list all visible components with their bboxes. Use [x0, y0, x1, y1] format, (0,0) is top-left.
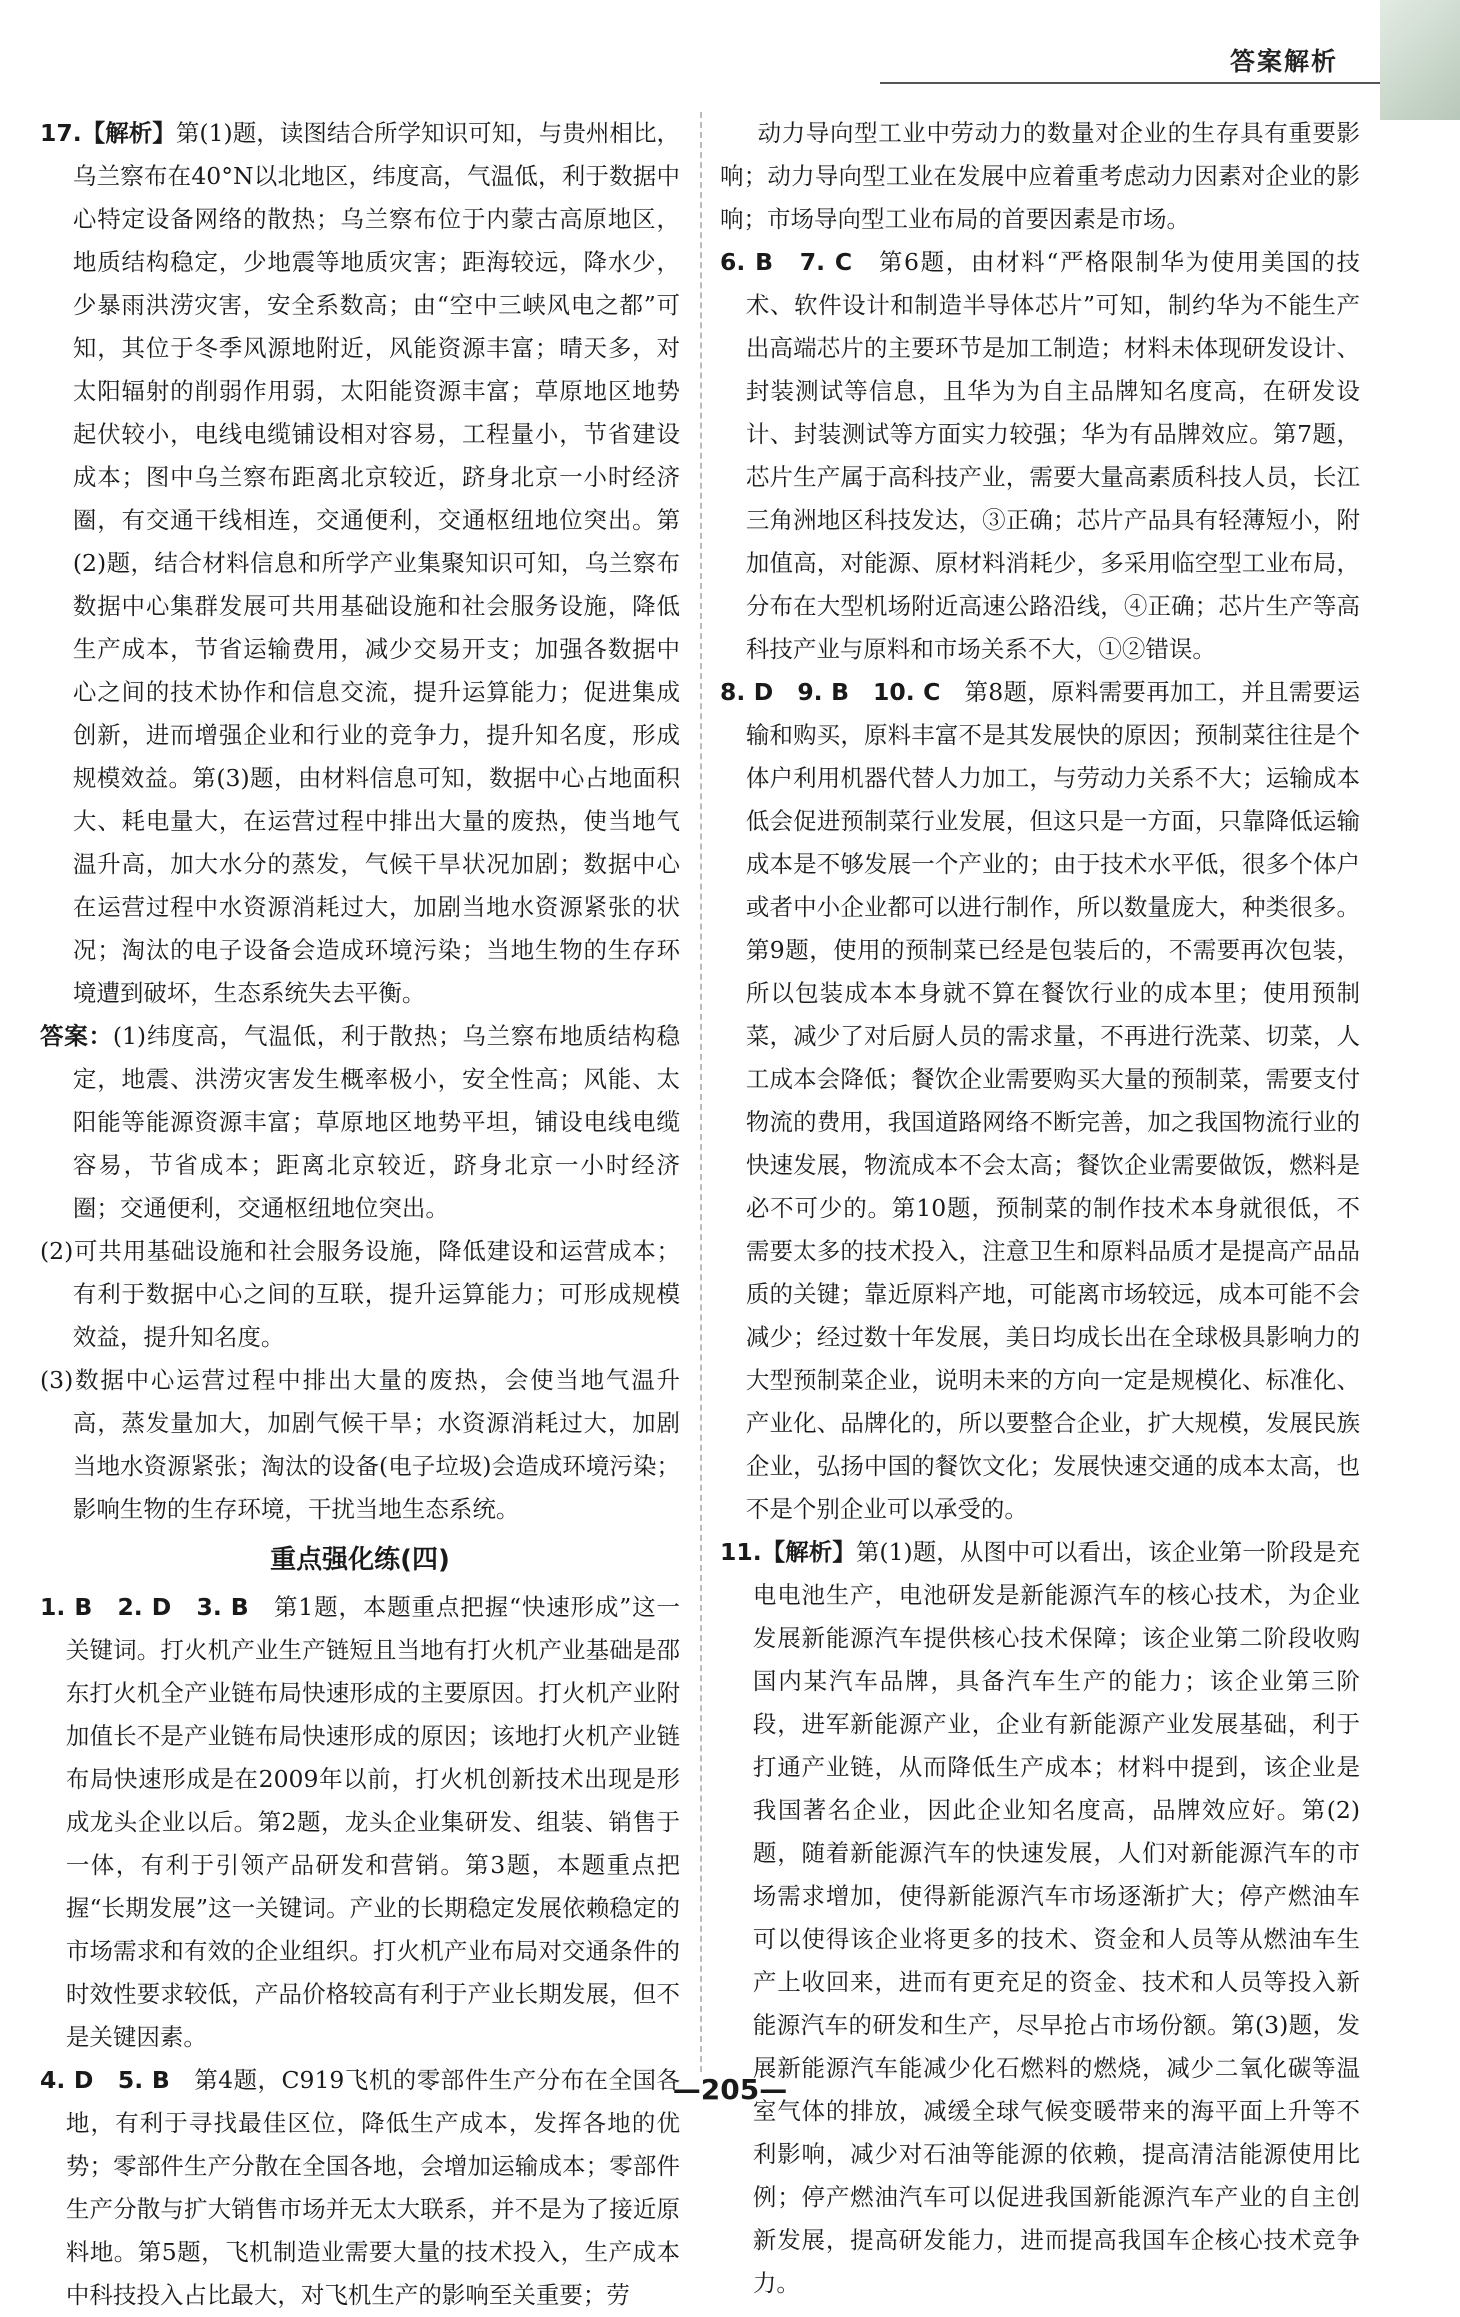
- q4-5-text: 第4题，C919飞机的零部件生产分布在全国各地，有利于寻找最佳区位，降低生产成本，发挥各地的优势；零部件生产分散在全国各地，会增加运输成本；零部件生产分散与扩大销售市场并无太大联系，并不是为了接近原料地。第5题，飞机制造业需要大量的技术投入，生产成本中科技投入占比最大，对飞机生产的影响至关重要；劳: [65, 2066, 680, 2309]
- answer-1-text: (1)纬度高，气温低，利于散热；乌兰察布地质结构稳定，地震、洪涝灾害发生概率极小，安全性高；风能、太阳能等能源资源丰富；草原地区地势平坦，铺设电线电缆容易，节省成本；距离北京较近，跻身北京一小时经济圈；交通便利，交通枢纽地位突出。: [72, 1022, 680, 1222]
- q17-tag: 【解析】: [81, 119, 176, 147]
- q8-10-text: 第8题，原料需要再加工，并且需要运输和购买，原料丰富不是其发展快的原因；预制菜往往是个体户利用机器代替人力加工，与劳动力关系不大；运输成本低会促进预制菜行业发展，但这只是一方面，只靠降低运输成本是不够发展一个产业的；由于技术水平低，很多个体户或者中小企业都可以进行制作，所以数量庞大，种类很多。第9题，使用的预制菜已经是包装后的，不需要再次包装，所以包装成本本身就不算在餐饮行业的成本里；使用预制菜，减少了对后厨人员的需求量，不再进行洗菜、切菜，人工成本会降低；餐饮企业需要购买大量的预制菜，需要支付物流的费用，我国道路网络不断完善，加之我国物流行业的快速发展，物流成本不会太高；餐饮企业需要做饭，燃料是必不可少的。第10题，预制菜的制作技术本身就很低，不需要太多的技术投入，注意卫生和原料品质才是提高产品品质的关键；靠近原料产地，可能离市场较远，成本可能不会减少；经过数十年发展，美日均成长出在全球极具影响力的大型预制菜企业，说明未来的方向一定是规模化、标准化、产业化、品牌化的，所以要整合企业，扩大规模，发展民族企业，弘扬中国的餐饮文化；发展快速交通的成本太高，也不是个别企业可以承受的。: [745, 678, 1361, 1523]
- q1-3-keys: 1. B 2. D 3. B: [40, 1593, 249, 1621]
- q8-10-analysis: [720, 671, 1360, 1531]
- q17-number: 17.: [40, 119, 82, 147]
- q11-number: 11.: [720, 1538, 762, 1566]
- q6-7-text: 第6题，由材料“严格限制华为使用美国的技术、软件设计和制造半导体芯片”可知，制约华为不能生产出高端芯片的主要环节是加工制造；材料未体现研发设计、封装测试等信息，且华为为自主品牌知名度高，在研发设计、封装测试等方面实力较强；华为有品牌效应。第7题，芯片生产属于高科技产业，需要大量高素质科技人员，长江三角洲地区科技发达，③正确；芯片产品具有轻薄短小，附加值高，对能源、原材料消耗少，多采用临空型工业布局，分布在大型机场附近高速公路沿线，④正确；芯片生产等高科技产业与原料和市场关系不大，①②错误。: [745, 248, 1361, 663]
- q11-analysis: [720, 1531, 1360, 2305]
- q17-analysis: [40, 112, 680, 1015]
- column-divider: [700, 112, 702, 2072]
- q4-5-keys: 4. D 5. B: [40, 2066, 170, 2094]
- page-number: —205—: [672, 2073, 788, 2106]
- header-title: 答案解析: [1230, 47, 1339, 76]
- right-column: [720, 112, 1360, 2305]
- left-column: [40, 112, 680, 2317]
- q11-tag: 【解析】: [761, 1538, 856, 1566]
- q6-7-keys: 6. B 7. C: [720, 248, 853, 276]
- answer-label: 答案：: [40, 1022, 113, 1050]
- q1-3-analysis: [40, 1586, 680, 2059]
- q17-text: 第(1)题，读图结合所学知识可知，与贵州相比，乌兰察布在40°N以北地区，纬度高，气温低，利于数据中心特定设备网络的散热；乌兰察布位于内蒙古高原地区，地质结构稳定，少地震等地质灾害；距海较远，降水少，少暴雨洪涝灾害，安全系数高；由“空中三峡风电之都”可知，其位于冬季风源地附近，风能资源丰富；晴天多，对太阳辐射的削弱作用弱，太阳能资源丰富；草原地区地势起伏较小，电线电缆铺设相对容易，工程量小，节省建设成本；图中乌兰察布距离北京较近，跻身北京一小时经济圈，有交通干线相连，交通便利，交通枢纽地位突出。第(2)题，结合材料信息和所学产业集聚知识可知，乌兰察布数据中心集群发展可共用基础设施和社会服务设施，降低生产成本，节省运输费用，减少交易开支；加强各数据中心之间的技术协作和信息交流，提升运算能力；促进集成创新，进而增强企业和行业的竞争力，提升知名度，形成规模效益。第(3)题，由材料信息可知，数据中心占地面积大、耗电量大，在运营过程中排出大量的废热，使当地气温升高，加大水分的蒸发，气候干旱状况加剧；数据中心在运营过程中水资源消耗过大，加剧当地水资源紧张的状况；淘汰的电子设备会造成环境污染；当地生物的生存环境遭到破坏，生态系统失去平衡。: [72, 119, 680, 1007]
- header-rule: [880, 82, 1380, 84]
- q17-answer-2: (2)可共用基础设施和社会服务设施，降低建设和运营成本；有利于数据中心之间的互联，提升运算能力；可形成规模效益，提升知名度。: [40, 1237, 680, 1351]
- q6-7-analysis: [720, 241, 1360, 671]
- section-title: 重点强化练(四): [270, 1545, 450, 1575]
- q11-text: 第(1)题，从图中可以看出，该企业第一阶段是充电电池生产，电池研发是新能源汽车的核心技术，为企业发展新能源汽车提供核心技术保障；该企业第二阶段收购国内某汽车品牌，具备汽车生产的能力；该企业第三阶段，进军新能源产业，企业有新能源产业发展基础，利于打通产业链，从而降低生产成本；材料中提到，该企业是我国著名企业，因此企业知名度高，品牌效应好。第(2)题，随着新能源汽车的快速发展，人们对新能源汽车的市场需求增加，使得新能源汽车市场逐渐扩大；停产燃油车可以使得该企业将更多的技术、资金和人员等从燃油车生产上收回来，进而有更充足的资金、技术和人员等投入新能源汽车的研发和生产，尽早抢占市场份额。第(3)题，发展新能源汽车能减少化石燃料的燃烧，减少二氧化碳等温室气体的排放，减缓全球气候变暖带来的海平面上升等不利影响，减少对石油等能源的依赖，提高清洁能源使用比例；停产燃油汽车可以促进我国新能源汽车产业的自主创新发展，提高研发能力，进而提高我国车企核心技术竞争力。: [752, 1538, 1360, 2297]
- corner-decoration: [1380, 0, 1460, 120]
- continuation-text: 动力导向型工业中劳动力的数量对企业的生存具有重要影响；动力导向型工业在发展中应着重考虑动力因素对企业的影响；市场导向型工业布局的首要因素是市场。: [720, 119, 1360, 233]
- q1-3-text: 第1题，本题重点把握“快速形成”这一关键词。打火机产业生产链短且当地有打火机产业基础是邵东打火机全产业链布局快速形成的主要原因。打火机产业附加值长不是产业链布局快速形成的原因；该地打火机产业链布局快速形成是在2009年以前，打火机创新技术出现是形成龙头企业以后。第2题，龙头企业集研发、组装、销售于一体，有利于引领产品研发和营销。第3题，本题重点把握“长期发展”这一关键词。产业的长期稳定发展依赖稳定的市场需求和有效的企业组织。打火机产业布局对交通条件的时效性要求较低，产品价格较高有利于产业长期发展，但不是关键因素。: [65, 1593, 680, 2051]
- q8-10-keys: 8. D 9. B 10. C: [720, 678, 941, 706]
- q17-answer-1: [40, 1015, 680, 1230]
- q17-answer-3: (3)数据中心运营过程中排出大量的废热，会使当地气温升高，蒸发量加大，加剧气候干旱；水资源消耗过大，加剧当地水资源紧张；淘汰的设备(电子垃圾)会造成环境污染；影响生物的生存环境，干扰当地生态系统。: [40, 1366, 680, 1523]
